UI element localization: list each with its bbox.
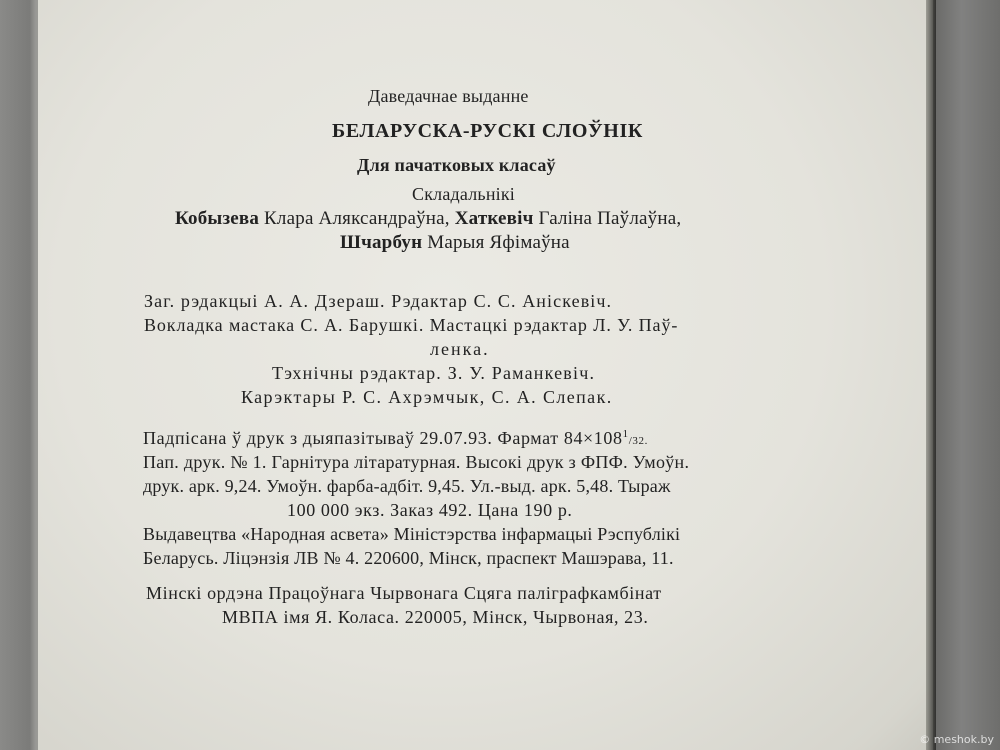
printer-line-1: Мінскі ордэна Працоўнага Чырвонага Сцяга паліграфкамбінат xyxy=(146,583,662,603)
credits-line-1: Заг. рэдакцыі А. А. Дзераш. Рэдактар С. С. Анiскевiч. xyxy=(144,291,613,311)
site-watermark: © meshok.by xyxy=(919,733,994,746)
printer-line-2: МВПА імя Я. Коласа. 220005, Мінск, Чырвоная, 23. xyxy=(222,607,649,627)
compiler-3-name: Марыя Яфімаўна xyxy=(422,232,570,253)
compiler-2-surname: Хаткевіч xyxy=(454,208,534,229)
print-info-format-sub: /32. xyxy=(628,435,648,447)
print-info-format-sup: 1 xyxy=(622,428,629,440)
compilers-line-1 xyxy=(175,208,681,230)
book-subtitle: Для пачатковых класаў xyxy=(357,155,556,175)
compilers-line-2 xyxy=(340,232,570,254)
credits-line-2: Вокладка мастака С. А. Барушкі. Мастацкі рэдактар Л. У. Паў- xyxy=(144,315,679,335)
print-info-line-1 xyxy=(143,428,648,449)
credits-line-5: Карэктары Р. С. Ахрэмчык, С. А. Слепак. xyxy=(241,387,613,407)
print-info-format: Падпісана ў друк з дыяпазітываў 29.07.93. Фармат 84×108 xyxy=(143,428,623,448)
compiler-3-surname: Шчарбун xyxy=(340,232,423,253)
print-info-line-2: Пап. друк. № 1. Гарнітура літаратурная. Высокі друк з ФПФ. Умоўн. xyxy=(143,452,690,472)
edition-type: Даведачнае выданне xyxy=(368,86,529,106)
credits-line-3: ленка. xyxy=(430,339,490,359)
publisher-line-1: Выдавецтва «Народная асвета» Міністэрства інфармацыі Рэспублікі xyxy=(143,524,681,544)
credits-line-4: Тэхнічны рэдактар. З. У. Раманкевiч. xyxy=(272,363,596,383)
compiler-1-surname: Кобызева xyxy=(175,208,260,229)
facing-page-edge xyxy=(936,0,1000,750)
compiler-1-name: Клара Аляксандраўна, xyxy=(259,208,455,229)
publisher-line-2: Беларусь. Ліцэнзія ЛВ № 4. 220600, Мінск, праспект Машэрава, 11. xyxy=(143,548,674,568)
book-title: БЕЛАРУСКА-РУСКІ СЛОЎНІК xyxy=(332,120,643,142)
page-fold xyxy=(926,0,936,750)
print-info-line-4: 100 000 экз. Заказ 492. Цана 190 р. xyxy=(287,500,573,520)
compiler-2-name: Галіна Паўлаўна, xyxy=(533,208,682,229)
print-info-line-3: друк. арк. 9,24. Умоўн. фарба-адбіт. 9,45. Ул.-выд. арк. 5,48. Тыраж xyxy=(143,476,671,496)
compilers-label: Складальнікі xyxy=(412,184,515,204)
